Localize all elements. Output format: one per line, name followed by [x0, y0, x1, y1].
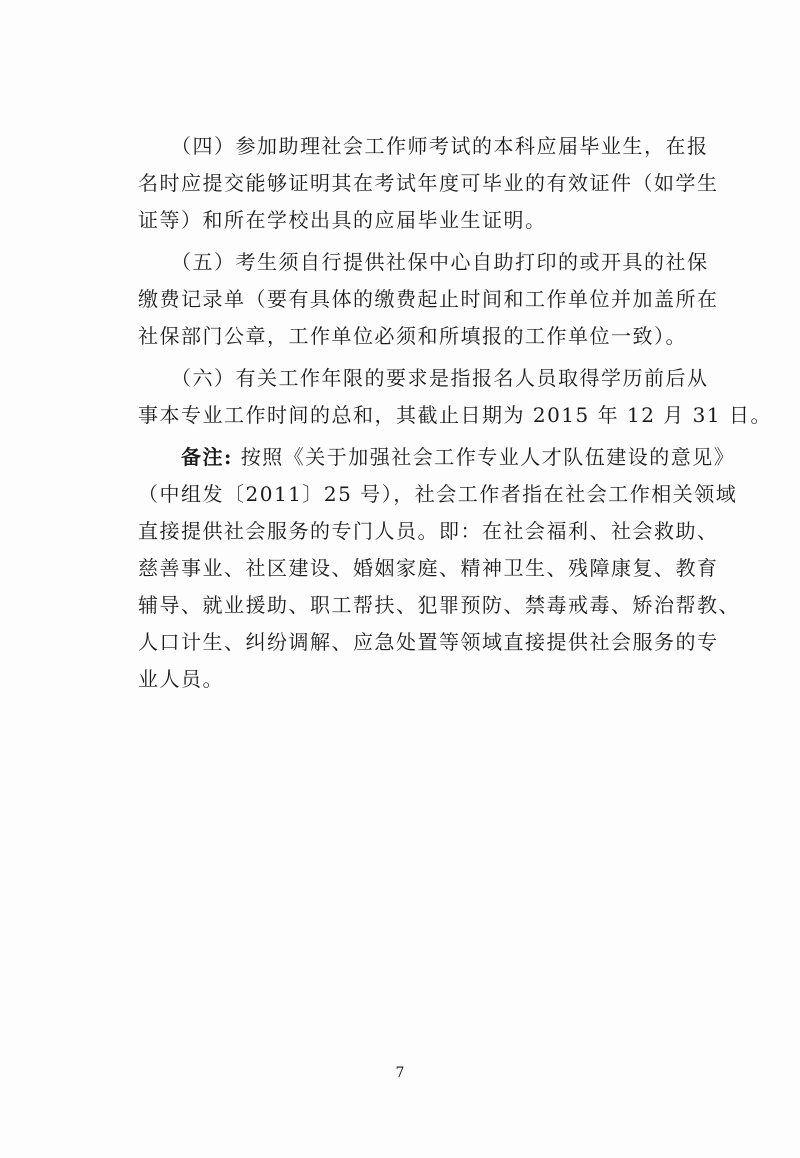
paragraph-4: [138, 128, 719, 239]
note-first-line: [138, 439, 736, 476]
note-label: 备注:: [181, 445, 233, 469]
note-line: 直接提供社会服务的专门人员。即：在社会福利、社会救助、: [138, 519, 719, 543]
note-line: 辅导、就业援助、职工帮扶、犯罪预防、禁毒戒毒、矫治帮教、: [138, 593, 740, 617]
note-line: 业人员。: [138, 667, 224, 691]
paragraph-line: 名时应提交能够证明其在考试年度可毕业的有效证件（如学生: [138, 171, 719, 195]
note-line: 慈善事业、社区建设、婚姻家庭、精神卫生、残障康复、教育: [138, 556, 719, 580]
paragraph-line: （六）有关工作年限的要求是指报名人员取得学历前后从: [138, 366, 709, 390]
document-body: [138, 128, 772, 698]
paragraph-line: （四）参加助理社会工作师考试的本科应届毕业生，在报: [138, 134, 709, 158]
paragraph-line: 社保部门公章，工作单位必须和所填报的工作单位一致）。: [138, 324, 687, 348]
note-first-line-text: 按照《关于加强社会工作专业人才队伍建设的意见》: [232, 445, 736, 469]
paragraph-6: [138, 360, 772, 434]
paragraph-line: 事本专业工作时间的总和，其截止日期为 2015 年 12 月 31 日。: [138, 403, 772, 427]
page-number: 7: [395, 1065, 405, 1081]
note-line: （中组发〔2011〕25 号），社会工作者指在社会工作相关领域: [138, 482, 738, 506]
note-paragraph: [138, 439, 740, 698]
note-line: 人口计生、纠纷调解、应急处置等领域直接提供社会服务的专: [138, 630, 719, 654]
paragraph-line: 证等）和所在学校出具的应届毕业生证明。: [138, 208, 547, 232]
paragraph-line: 缴费记录单（要有具体的缴费起止时间和工作单位并加盖所在: [138, 287, 719, 311]
paragraph-5: [138, 244, 719, 355]
paragraph-line: （五）考生须自行提供社保中心自助打印的或开具的社保: [138, 250, 709, 274]
